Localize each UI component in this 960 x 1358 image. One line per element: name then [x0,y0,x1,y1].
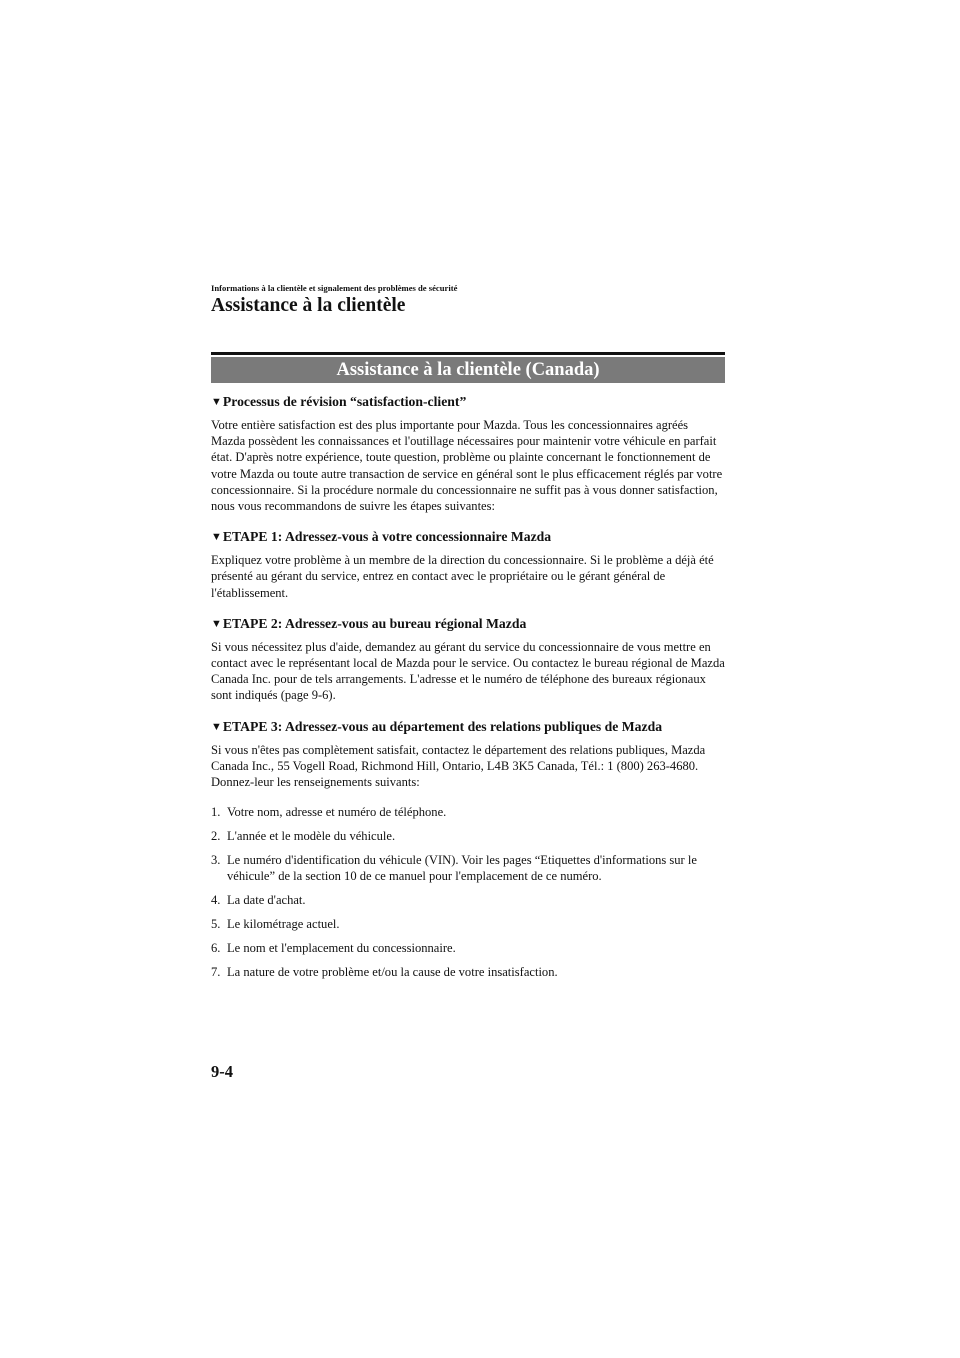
page-title: Assistance à la clientèle [211,295,406,316]
heading-text: Processus de révision “satisfaction-client” [222,394,467,409]
section-banner: Assistance à la clientèle (Canada) [211,357,725,383]
info-list [211,804,725,980]
paragraph: Votre entière satisfaction est des plus importante pour Mazda. Tous les concessionnaires agréés Mazda possèdent les connaissances et l'outillage nécessaires pour maintenir votre véhicule en parfait état. D'après notre expérience, toute question, problème ou plainte concernant le fonctionnement de votre Mazda ou toute autre transaction de service en général sont le plus efficacement réglés par votre concessionnaire. Si la procédure normale du concessionnaire ne suffit pas à vous donner satisfaction, nous vous recommandons de suivre les étapes suivantes: [211,418,723,514]
page-number: 9-4 [211,1062,233,1081]
down-triangle-icon: ▼ [211,617,222,630]
list-text: Le kilométrage actuel. [227,917,340,932]
list-item [211,916,725,932]
contact-text: Si vous n'êtes pas complètement satisfait, contactez le département des relations publiques, Mazda Canada Inc., 55 Vogell Road, Richmond Hill, Ontario, L4B 3K5 Canada, Tél.: 1 (800) 263-4680. [211,742,706,773]
list-text: L'année et le modèle du véhicule. [227,829,396,844]
list-text: La date d'achat. [227,893,306,908]
list-number: 4. [211,893,221,908]
down-triangle-icon: ▼ [211,531,222,544]
list-number: 5. [211,917,221,932]
subsection-heading [211,714,725,740]
list-number: 3. [211,853,221,868]
paragraph [211,742,725,791]
list-item [211,804,725,820]
list-text: Le numéro d'identification du véhicule (VIN). Voir les pages “Etiquettes d'informations sur le véhicule” de la section 10 de ce manuel pour l'emplacement de ce numéro. [227,853,697,884]
subsection-heading [211,611,725,637]
list-text: La nature de votre problème et/ou la cause de votre insatisfaction. [227,965,558,980]
down-triangle-icon: ▼ [211,396,222,408]
breadcrumb: Informations à la clientèle et signalement des problèmes de sécurité [211,283,458,293]
list-number: 6. [211,941,221,956]
list-item [211,852,725,884]
list-text: Votre nom, adresse et numéro de téléphone. [227,805,447,820]
heading-text: ETAPE 3: Adressez-vous au département des relations publiques de Mazda [222,718,663,734]
subsection-heading [211,389,725,415]
paragraph: Expliquez votre problème à un membre de la direction du concessionnaire. Si le problème a déjà été présenté au gérant du service, entrez en contact avec le propriétaire ou le gérant général de l'établissement. [211,553,714,600]
list-number: 2. [211,829,221,844]
header-divider [211,352,725,355]
heading-text: ETAPE 1: Adressez-vous à votre concessionnaire Mazda [222,529,552,545]
down-triangle-icon: ▼ [211,720,222,733]
list-text: Le nom et l'emplacement du concessionnaire. [227,941,456,956]
heading-text: ETAPE 2: Adressez-vous au bureau régional Mazda [222,615,527,631]
instruction-text: Donnez-leur les renseignements suivants: [211,775,420,790]
list-number: 1. [211,805,221,820]
list-item [211,828,725,844]
content-body [211,389,725,988]
paragraph: Si vous nécessitez plus d'aide, demandez au gérant du service du concessionnaire de vous mettre en contact avec le représentant local de Mazda pour le service. Ou contactez le bureau régional de Mazda Canada Inc. pour de tels arrangements. L'adresse et le numéro de téléphone des bureaux régionaux sont indiqués (page 9-6). [211,639,725,703]
list-number: 7. [211,965,221,980]
list-item [211,892,725,908]
list-item [211,940,725,956]
list-item [211,964,725,980]
subsection-heading [211,524,725,550]
